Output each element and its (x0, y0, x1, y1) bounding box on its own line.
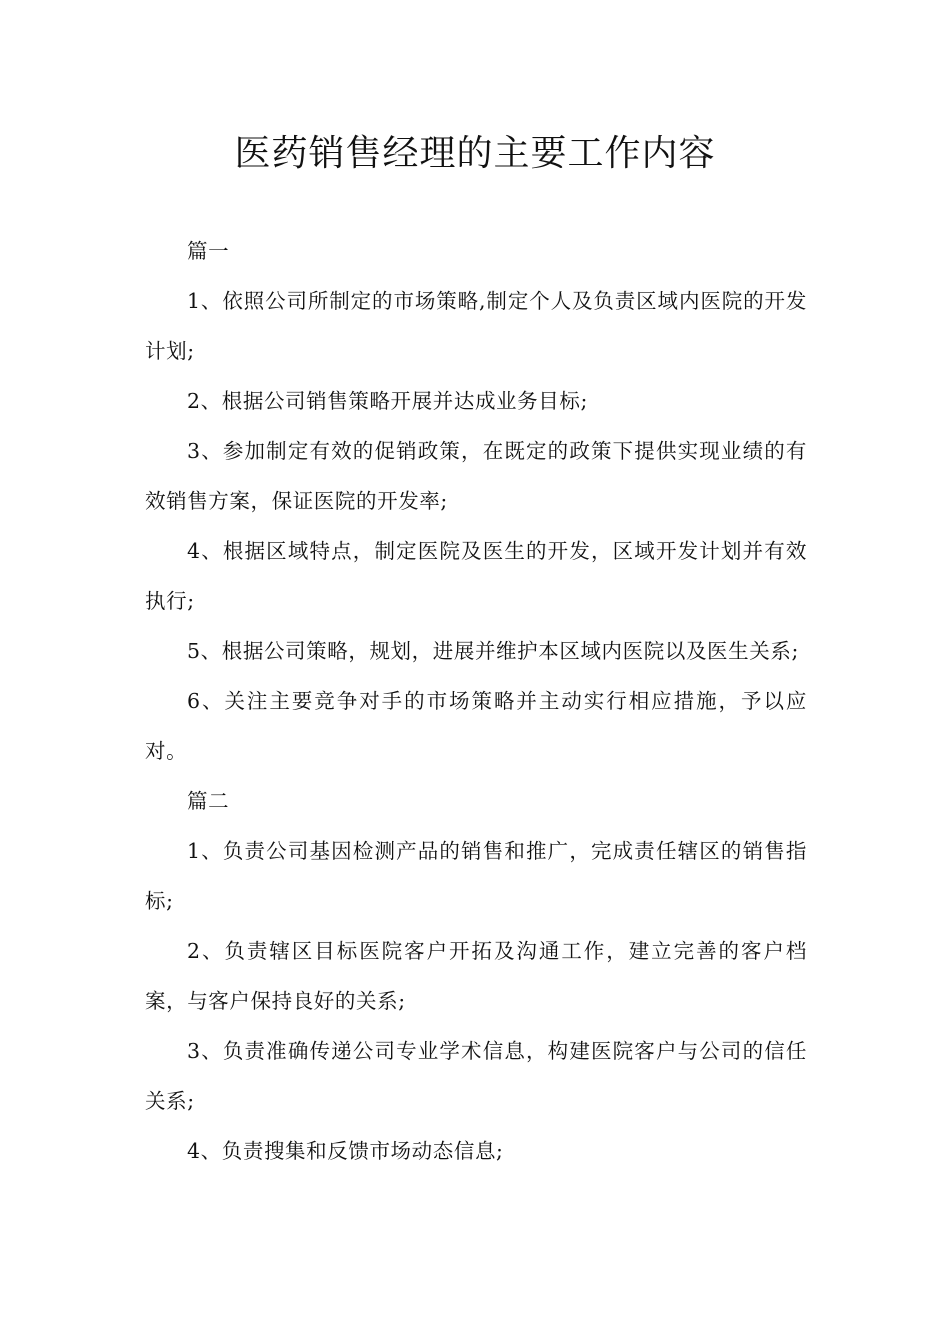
document-body (145, 226, 807, 1176)
list-item: 4、根据区域特点，制定医院及医生的开发，区域开发计划并有效执行; (145, 539, 807, 613)
section-heading-2: 篇二 (187, 789, 230, 813)
list-item: 4、负责搜集和反馈市场动态信息; (187, 1139, 504, 1163)
list-item: 1、负责公司基因检测产品的销售和推广，完成责任辖区的销售指标; (145, 839, 807, 913)
document-title: 医药销售经理的主要工作内容 (234, 133, 716, 174)
list-item: 1、依照公司所制定的市场策略,制定个人及负责区域内医院的开发计划; (145, 289, 807, 363)
list-item: 5、根据公司策略，规划，进展并维护本区域内医院以及医生关系; (187, 639, 799, 663)
section-heading-1: 篇一 (187, 239, 230, 263)
list-item: 6、关注主要竞争对手的市场策略并主动实行相应措施，予以应对。 (145, 689, 807, 763)
list-item: 3、参加制定有效的促销政策，在既定的政策下提供实现业绩的有效销售方案，保证医院的开发率; (145, 439, 807, 513)
list-item: 2、负责辖区目标医院客户开拓及沟通工作，建立完善的客户档案，与客户保持良好的关系; (145, 939, 807, 1013)
list-item: 3、负责准确传递公司专业学术信息，构建医院客户与公司的信任关系; (145, 1039, 807, 1113)
list-item: 2、根据公司销售策略开展并达成业务目标; (187, 389, 588, 413)
